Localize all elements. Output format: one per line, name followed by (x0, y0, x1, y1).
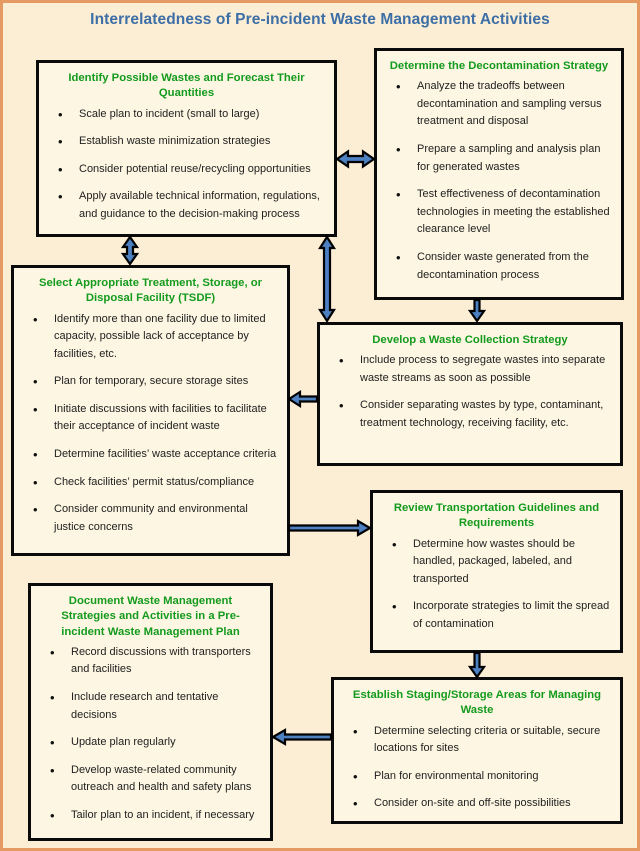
arrow-identify-tsdf-double (123, 237, 137, 264)
box-decontamination-strategy (374, 48, 624, 300)
bullet-list (49, 106, 324, 224)
bullet-item: • Plan for temporary, secure storage sites (24, 373, 277, 391)
box-identify-wastes (36, 60, 337, 237)
bullet-item: • Update plan regularly (41, 734, 260, 752)
bullet-item: • Establish waste minimization strategies (49, 133, 324, 151)
arrow-tsdf-transportation-right (289, 521, 370, 535)
box-title: Establish Staging/Storage Areas for Managing Waste (352, 689, 602, 717)
bullet-item: • Identify more than one facility due to limited capacity, possible lack of acceptance by facilities, etc. (24, 311, 277, 364)
box-transportation (370, 490, 623, 653)
bullet-item: • Consider on-site and off-site possibilities (344, 795, 610, 813)
bullet-item: • Apply available technical information, regulations, and guidance to the decision-making process (49, 188, 324, 223)
box-waste-collection (317, 322, 623, 466)
bullet-item: • Determine selecting criteria or suitable, secure locations for sites (344, 723, 610, 758)
bullet-item: • Initiate discussions with facilities to facilitate their acceptance of incident waste (24, 401, 277, 436)
box-title: Document Waste Management Strategies and Activities in a Pre-incident Waste Management Plan (61, 595, 240, 638)
arrow-collection-tsdf-left (289, 392, 317, 406)
bullet-item: • Record discussions with transporters and facilities (41, 644, 260, 679)
page-title: Interrelatedness of Pre-incident Waste Management Activities (90, 11, 550, 28)
bullet-item: • Test effectiveness of decontamination technologies in meeting the established clearance level (387, 186, 611, 239)
box-title: Determine the Decontamination Strategy (389, 60, 609, 72)
box-title: Review Transportation Guidelines and Requirements (393, 502, 600, 530)
bullet-list (383, 536, 610, 634)
bullet-list (330, 352, 610, 432)
bullet-item: • Prepare a sampling and analysis plan for generated wastes (387, 141, 611, 176)
box-title: Develop a Waste Collection Strategy (372, 334, 568, 346)
bullet-item: • Check facilities’ permit status/compliance (24, 474, 277, 492)
bullet-item: • Develop waste-related community outreach and health and safety plans (41, 762, 260, 797)
bullet-item: • Consider potential reuse/recycling opportunities (49, 161, 324, 179)
box-staging-storage (331, 677, 623, 824)
bullet-item: • Analyze the tradeoffs between decontamination and sampling versus treatment and disposal (387, 78, 611, 131)
bullet-item: • Tailor plan to an incident, if necessary (41, 807, 260, 825)
box-title: Select Appropriate Treatment, Storage, or Disposal Facility (TSDF) (38, 277, 263, 305)
bullet-item: • Incorporate strategies to limit the spread of contamination (383, 598, 610, 633)
arrow-staging-document-left (273, 730, 331, 744)
bullet-item: • Consider community and environmental justice concerns (24, 501, 277, 536)
bullet-item: • Scale plan to incident (small to large) (49, 106, 324, 124)
box-title: Identify Possible Wastes and Forecast Their Quantities (68, 72, 305, 100)
box-document-plan (28, 583, 273, 841)
bullet-item: • Determine facilities’ waste acceptance criteria (24, 446, 277, 464)
arrow-identify-collection-double (320, 237, 334, 321)
bullet-list (387, 78, 611, 284)
arrow-identify-decontamination-double (337, 152, 374, 167)
arrow-transportation-staging-down (470, 653, 484, 677)
bullet-item: • Include process to segregate wastes into separate waste streams as soon as possible (330, 352, 610, 387)
box-tsdf (11, 265, 290, 556)
bullet-list (41, 644, 260, 825)
bullet-item: • Consider waste generated from the decontamination process (387, 249, 611, 284)
bullet-item: • Plan for environmental monitoring (344, 768, 610, 786)
bullet-item: • Determine how wastes should be handled, packaged, labeled, and transported (383, 536, 610, 589)
arrow-decontamination-collection-down (470, 300, 484, 321)
bullet-item: • Consider separating wastes by type, contaminant, treatment technology, receiving facility, etc. (330, 397, 610, 432)
bullet-item: • Include research and tentative decisions (41, 689, 260, 724)
bullet-list (344, 723, 610, 813)
bullet-list (24, 311, 277, 537)
